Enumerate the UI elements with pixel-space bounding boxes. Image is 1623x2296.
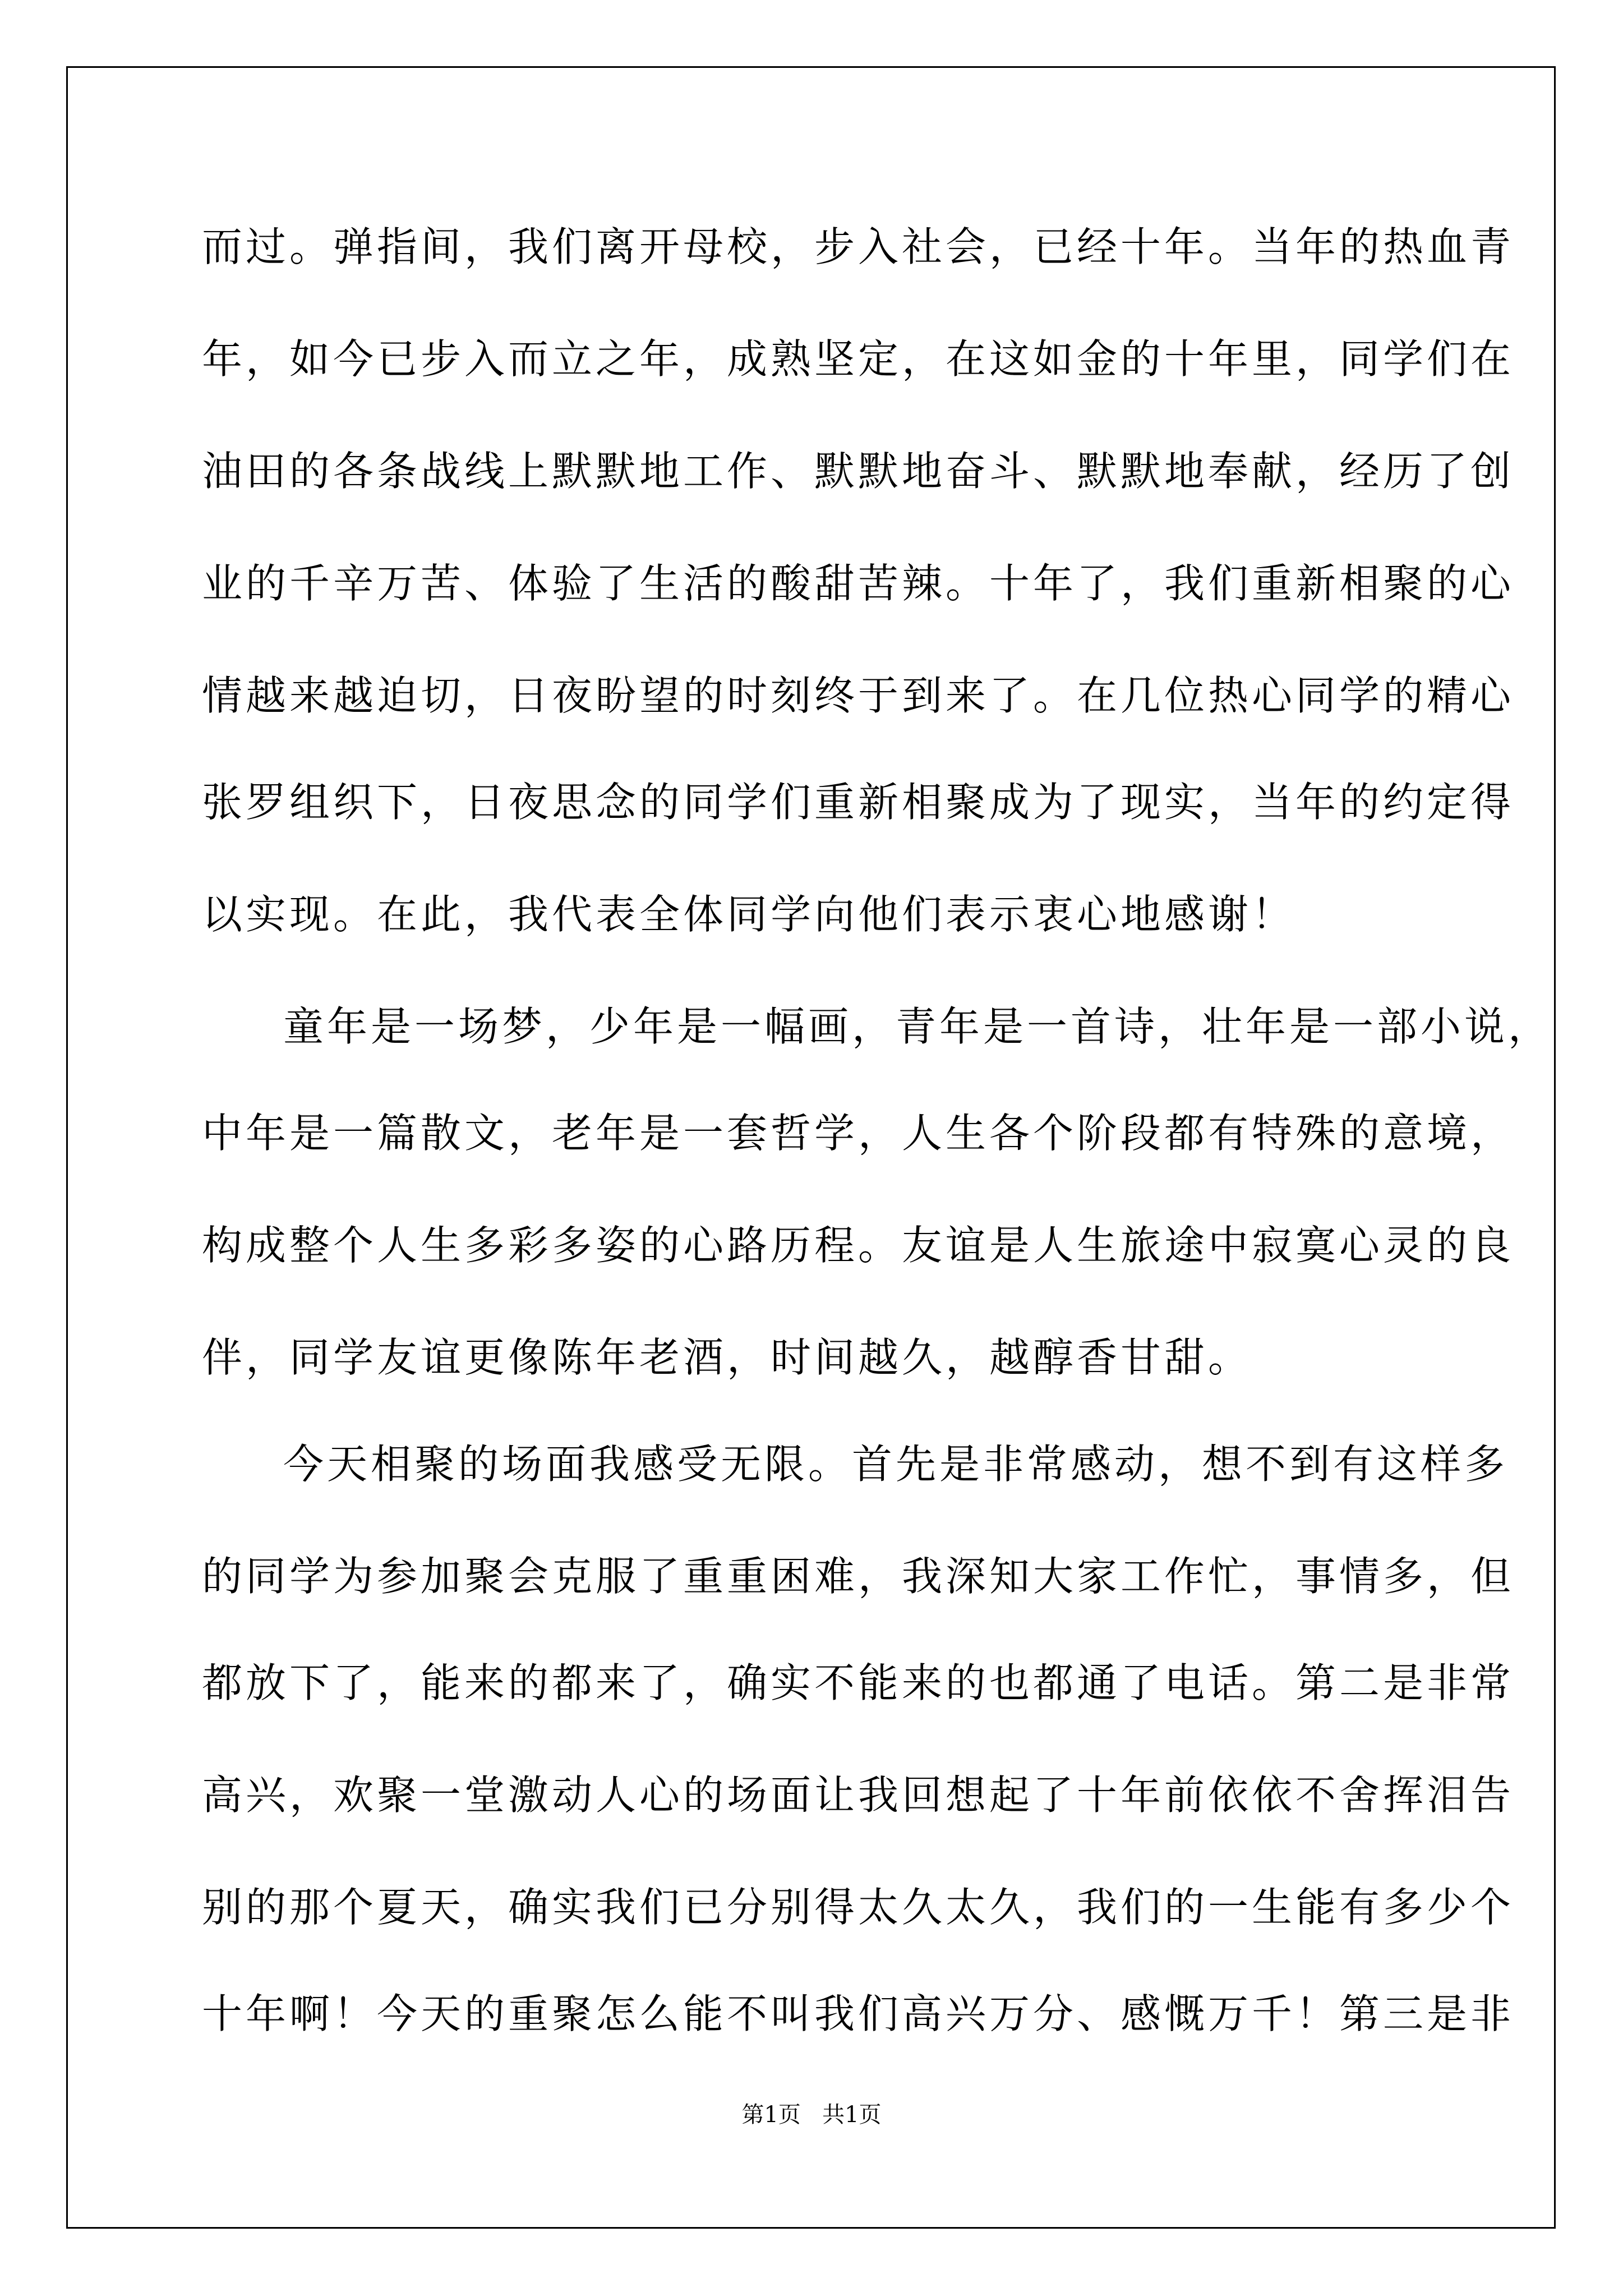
paragraph-3-line-2: 的同学为参加聚会克服了重重困难，我深知大家工作忙，事情多，但 <box>202 1553 1515 1600</box>
paragraph-2-line-2: 中年是一篇散文，老年是一套哲学，人生各个阶段都有特殊的意境， <box>202 1110 1515 1157</box>
paragraph-2-line-3: 构成整个人生多彩多姿的心路历程。友谊是人生旅途中寂寞心灵的良 <box>202 1222 1515 1269</box>
paragraph-1-line-7: 以实现。在此，我代表全体同学向他们表示衷心地感谢！ <box>202 891 1296 938</box>
paragraph-1-line-1: 而过。弹指间，我们离开母校，步入社会，已经十年。当年的热血青 <box>202 223 1515 270</box>
page-footer <box>0 2101 1623 2129</box>
paragraph-3-line-1: 今天相聚的场面我感受无限。首先是非常感动，想不到有这样多 <box>283 1441 1509 1488</box>
page-number: 第1页 <box>741 2102 801 2128</box>
paragraph-3-line-5: 别的那个夏天，确实我们已分别得太久太久，我们的一生能有多少个 <box>202 1884 1515 1931</box>
paragraph-2-line-1: 童年是一场梦，少年是一幅画，青年是一首诗，壮年是一部小说， <box>283 1003 1552 1050</box>
page-total: 共1页 <box>822 2102 882 2128</box>
paragraph-3-line-4: 高兴，欢聚一堂激动人心的场面让我回想起了十年前依依不舍挥泪告 <box>202 1772 1515 1819</box>
paragraph-2-line-4: 伴，同学友谊更像陈年老酒，时间越久，越醇香甘甜。 <box>202 1334 1252 1381</box>
paragraph-3-line-6: 十年啊！今天的重聚怎么能不叫我们高兴万分、感慨万千！第三是非 <box>202 1990 1515 2037</box>
paragraph-1-line-6: 张罗组织下，日夜思念的同学们重新相聚成为了现实，当年的约定得 <box>202 779 1515 826</box>
paragraph-3-line-3: 都放下了，能来的都来了，确实不能来的也都通了电话。第二是非常 <box>202 1659 1515 1706</box>
paragraph-1-line-3: 油田的各条战线上默默地工作、默默地奋斗、默默地奉献，经历了创 <box>202 448 1515 495</box>
paragraph-1-line-2: 年，如今已步入而立之年，成熟坚定，在这如金的十年里，同学们在 <box>202 335 1515 383</box>
paragraph-1-line-5: 情越来越迫切，日夜盼望的时刻终于到来了。在几位热心同学的精心 <box>202 672 1515 719</box>
paragraph-1-line-4: 业的千辛万苦、体验了生活的酸甜苦辣。十年了，我们重新相聚的心 <box>202 560 1515 607</box>
